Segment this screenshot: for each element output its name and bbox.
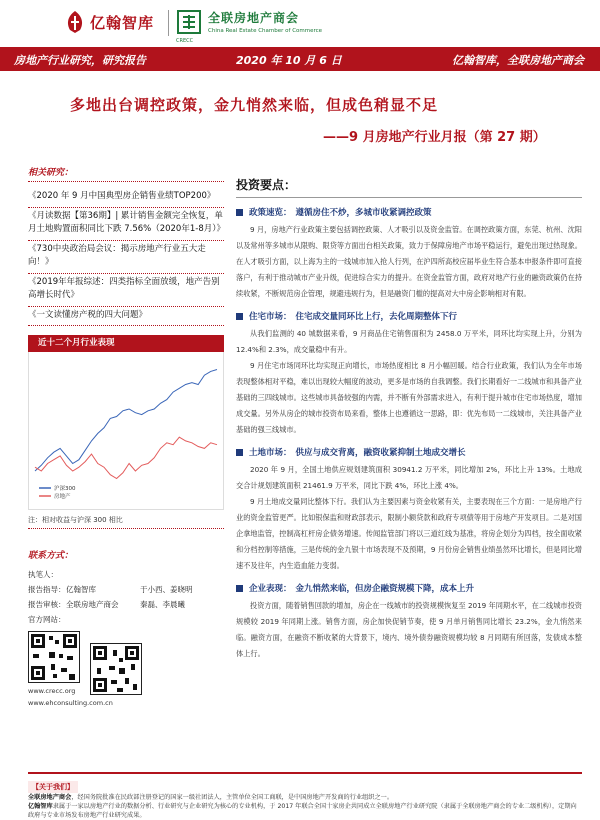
contact-value: 亿翰智库 [66,585,96,594]
topic-policy [236,206,582,218]
topic-label: 住宅市场： [249,312,292,322]
contact-row [28,597,224,612]
topic-housing [236,310,582,322]
contact-row [28,582,224,597]
ehconsulting-logo-icon [64,10,86,34]
contact-person: 秦磊、李晨曦 [140,600,185,609]
topic-title: 金九悄然来临，但房企融资规模下降，成本上升 [295,584,475,594]
related-item[interactable]: 《730中央政治局会议：揭示房地产行业五大走向！》 [28,241,224,274]
report-title: 多地出台调控政策，金九悄然来临，但成色稍显不足 [70,96,439,114]
contact-key: 执笔人： [28,570,58,579]
related-research-heading: 相关研究： [28,165,224,182]
key-points [236,176,582,662]
performance-chart [28,352,224,510]
paragraph: 从我们监测的 40 城数据来看，9 月商品住宅销售面积为 2458.0 万平米，同环比均实现上升，分别为 12.4%和 2.3%，成交量稳中有升。 [236,329,582,354]
legend-label: 沪深300 [54,486,76,492]
band-publisher: 亿翰智库，全联房地产商会 [452,54,584,67]
paragraph: 投资方面，随着销售回款的增加，房企在一线城市的投资规模恢复至 2019 年同期水平，在二线城市投资规模较 2019 年同期上涨。销售方面，房企加快促销节奏，使 9 月单月销售同比增长 23.2%，金九悄然来临。融资方面，在融资不断收紧的大背景下，境内、境外债券融资规模均较 8 月同期有所回落，发债成本整体上行。 [236,601,582,658]
related-item[interactable]: 《2020 年 9 月中国典型房企销售业绩TOP200》 [28,188,224,208]
bullet-square-icon [236,449,243,456]
topic-enterprise [236,582,582,594]
crecc-logo [176,9,323,44]
crecc-logo-cn: 全联房地产商会 [208,11,300,25]
ehconsulting-logo [64,10,154,34]
website-url[interactable]: www.ehconsulting.com.cn [28,699,113,707]
paragraph: 9 月土地成交量同比整体下行。我们认为主要因素与资金收紧有关，主要表现在三个方面：一是房地产行业的资金监管更严。比如银保监和财政部表示，限制小额贷款和政府专项债等用于房地产开发项目。二是对国企拿地监管，控制高杠杆房企债务增速。传闻监管部门将以三道红线为基准，将房企划分为四档，按全面收紧和分档控制等措施，三是传统的金九银十市场表现不及预期，9 月份房企销售业绩虽然环比增长，但是同比增速不及往年，内生造血能力变弱。 [236,497,582,570]
related-item[interactable]: 《一文读懂房产税的四大问题》 [28,307,224,327]
related-item[interactable]: 《2019年年报综述：四类指标全面放缓，地产告别高增长时代》 [28,274,224,307]
topic-label: 企业表现： [249,584,292,594]
related-item[interactable]: 《月读数据【第36期】| 累计销售金额完全恢复，单月土地购置面积同比下跌 7.56%（2020年1-8月）》 [28,208,224,241]
report-header [0,0,600,46]
contact-block [28,548,224,707]
crecc-logo-icon [176,9,202,44]
series-line-0 [35,370,217,472]
qr-code-icon [90,643,142,695]
bullet-square-icon [236,209,243,216]
topic-title: 住宅成交量同环比上行，去化周期整体下行 [295,312,458,322]
about-heading: 【关于我们】 [28,781,78,793]
qr-code-icon [28,631,80,683]
series-line-1 [35,437,217,478]
about-org-desc: ，经国务院批准在民政部注册登记的国家一级社团法人，主管单位全国工商联，是中国房地产开发商的行业组织之一。 [71,794,394,801]
about-line [28,802,582,820]
band-date: 2020 年 10 月 6 日 [236,54,342,67]
bullet-square-icon [236,585,243,592]
crecc-logo-sub: CRECC [176,38,194,44]
contact-key: 官方网站： [28,615,66,624]
header-divider [168,10,169,36]
chart-note: 注：相对收益与沪深 300 相比 [28,512,224,529]
related-research-list [28,188,224,326]
key-points-heading: 投资要点： [236,176,582,198]
about-line [28,793,582,802]
band-category: 房地产行业研究，研究报告 [14,54,146,67]
contact-row [28,612,224,627]
about-org-name: 全联房地产商会 [28,794,72,801]
topic-title: 供应与成交背离，融资收紧抑制土地成交增长 [295,448,466,458]
paragraph: 9 月，房地产行业政策主要包括调控政策、人才吸引以及资金监管。在调控政策方面，东莞、杭州、沈阳以及常州等多城市从限购、限贷等方面出台相关政策，致力于保障房地产市场平稳运行，避免出现过热现象。在人才吸引方面，以上海为主的一线城市加入抢人行列，在沪四所高校应届毕业生符合基本申报条件即可直接落户，有利于推动城市产业升级，促进综合实力的提升。在资金监管方面，政府对地产行业的融资政策仍在持续收紧，不断规范房企管理，规避违规行为，但是融资门槛的提高对大中房企影响相对有限。 [236,225,582,298]
contact-person: 于小西、姜晓明 [140,585,193,594]
topic-label: 政策速览： [249,208,292,218]
header-band [0,47,600,71]
bullet-square-icon [236,313,243,320]
about-section [28,772,582,820]
left-sidebar [28,165,224,529]
topic-label: 土地市场： [249,448,292,458]
website-url[interactable]: www.crecc.org [28,687,76,695]
report-subtitle: ——9 月房地产行业月报（第 27 期） [323,130,546,145]
ehconsulting-logo-text: 亿翰智库 [90,13,155,32]
contact-row [28,567,224,582]
legend-label: 房地产 [54,494,71,500]
contact-heading: 联系方式： [28,551,74,561]
topic-title: 遵循房住不炒，多城市收紧调控政策 [295,208,432,218]
paragraph: 9 月住宅市场同环比均实现正向增长，市场热度相比 8 月小幅回暖。结合行业政策，我们认为全年市场表现整体相对平稳，难以出现较大幅度的波动，更多是市场的自我调整。我们长期看好一二线城市和具备产业基础的三四线城市。这些城市具备较强的内需，并不断有外部需求进入，有利于提升城市住宅市场热度，增加成交量。另外从房企的城市投资布局来看，整体上也遵循这一思路，即：优先布局一二线城市，关注具备产业基础的强三线城市。 [236,361,582,434]
about-org-desc: 隶属于一家以房地产行业的数据分析、行业研究与企业研究为核心的专业机构，于 2017 年联合全国十家房企共同成立全联房地产行业研究院（隶属于全联房地产商会的专业二级机构），定期向政府与专业市场发布房地产行业研究成果。 [28,803,577,819]
performance-chart-svg [29,352,223,508]
paragraph: 2020 年 9 月，全国土地供应规划建筑面积 30941.2 万平米，同比增加 2%，环比上升 13%。土地成交合计规划建筑面积 21461.9 万平米，同比下跌 4%，环比上涨 4%。 [236,465,582,490]
contact-value: 全联房地产商会 [66,600,119,609]
contact-key: 报告审核： [28,600,66,609]
about-org-name: 亿翰智库 [28,803,53,810]
crecc-logo-en: China Real Estate Chamber of Commerce [208,28,323,34]
topic-land [236,446,582,458]
chart-title: 近十二个月行业表现 [28,335,224,352]
contact-key: 报告指导： [28,585,66,594]
